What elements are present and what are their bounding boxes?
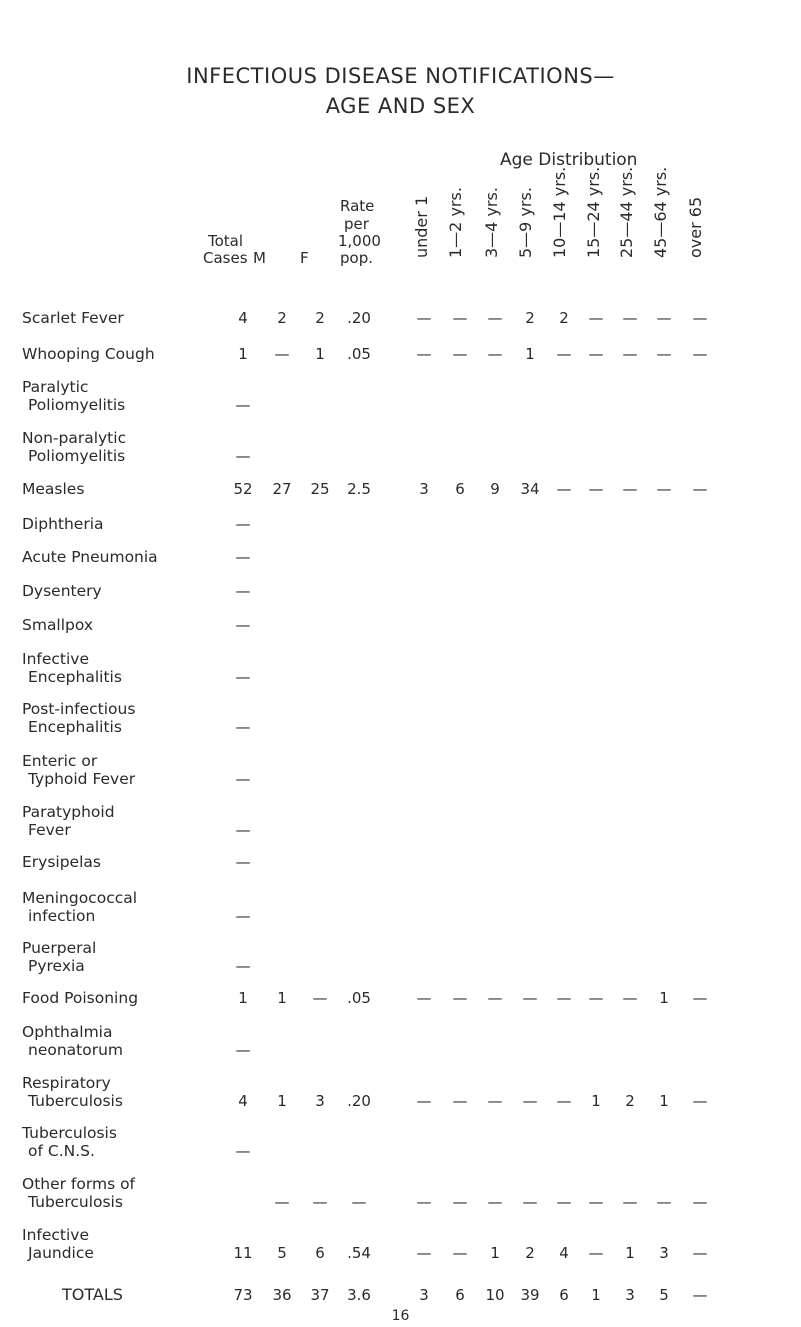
table-cell: 1 bbox=[525, 345, 535, 363]
table-cell: — bbox=[416, 309, 432, 327]
table-cell: 1 bbox=[659, 1092, 669, 1110]
table-cell: — bbox=[692, 345, 708, 363]
disease-label: Acute Pneumonia bbox=[22, 548, 158, 566]
totals-cell: 73 bbox=[233, 1286, 253, 1304]
table-cell: 4 bbox=[559, 1244, 569, 1262]
table-cell: — bbox=[588, 345, 604, 363]
table-cell: — bbox=[622, 989, 638, 1007]
disease-label: Ophthalmia neonatorum bbox=[22, 1023, 124, 1059]
table-cell: 1 bbox=[315, 345, 325, 363]
disease-label: Post-infectious Encephalitis bbox=[22, 700, 136, 736]
age-column-header: over 65 bbox=[686, 196, 705, 258]
totals-cell: 5 bbox=[659, 1286, 669, 1304]
table-cell: 34 bbox=[520, 480, 540, 498]
disease-label: Puerperal Pyrexia bbox=[22, 939, 97, 975]
table-cell: — bbox=[556, 345, 572, 363]
table-cell: — bbox=[622, 480, 638, 498]
table-cell: 52 bbox=[233, 480, 253, 498]
age-column-header: 15—24 yrs. bbox=[584, 166, 603, 258]
disease-label: Paralytic Poliomyelitis bbox=[22, 378, 126, 414]
table-cell: 3 bbox=[419, 480, 429, 498]
page-title-line-2: AGE AND SEX bbox=[325, 94, 476, 118]
page-number: 16 bbox=[391, 1308, 410, 1324]
table-cell: 1 bbox=[277, 989, 287, 1007]
female-header: F bbox=[300, 249, 309, 267]
male-header: M bbox=[253, 249, 266, 267]
table-cell: — bbox=[274, 345, 290, 363]
totals-cell: 37 bbox=[310, 1286, 330, 1304]
rate-header-line-1: Rate bbox=[340, 197, 375, 215]
total-header-line-1: Total bbox=[208, 232, 244, 250]
table-cell: — bbox=[692, 1244, 708, 1262]
table-cell: — bbox=[692, 989, 708, 1007]
table-cell: 2 bbox=[559, 309, 569, 327]
table-cell: — bbox=[351, 1193, 367, 1211]
age-column-header: 25—44 yrs. bbox=[617, 166, 636, 258]
disease-label: Other forms of Tuberculosis bbox=[22, 1175, 136, 1211]
disease-label: Scarlet Fever bbox=[22, 309, 124, 327]
table-cell: — bbox=[235, 853, 251, 871]
table-cell: 1 bbox=[238, 989, 248, 1007]
table-cell: 25 bbox=[310, 480, 330, 498]
table-cell: 4 bbox=[238, 1092, 248, 1110]
table-cell: — bbox=[235, 616, 251, 634]
table-cell: — bbox=[235, 957, 251, 975]
table-cell: — bbox=[692, 1092, 708, 1110]
totals-cell: 6 bbox=[559, 1286, 569, 1304]
table-cell: — bbox=[235, 770, 251, 788]
table-cell: — bbox=[588, 989, 604, 1007]
table-cell: — bbox=[487, 1092, 503, 1110]
disease-label: Respiratory Tuberculosis bbox=[22, 1074, 123, 1110]
table-cell: — bbox=[452, 989, 468, 1007]
table-cell: — bbox=[522, 1092, 538, 1110]
totals-cell: 3.6 bbox=[347, 1286, 371, 1304]
table-cell: — bbox=[556, 1092, 572, 1110]
totals-cell: 1 bbox=[591, 1286, 601, 1304]
table-cell: .20 bbox=[347, 309, 371, 327]
totals-cell: 36 bbox=[272, 1286, 292, 1304]
disease-label: Diphtheria bbox=[22, 515, 104, 533]
table-cell: .05 bbox=[347, 989, 371, 1007]
rate-header-line-2: per bbox=[344, 215, 369, 233]
table-cell: 27 bbox=[272, 480, 292, 498]
table-cell: — bbox=[416, 1193, 432, 1211]
table-cell: 5 bbox=[277, 1244, 287, 1262]
table-cell: 2 bbox=[525, 1244, 535, 1262]
total-header-line-2: Cases bbox=[203, 249, 248, 267]
disease-label: Infective Encephalitis bbox=[22, 650, 122, 686]
table-cell: .20 bbox=[347, 1092, 371, 1110]
table-cell: 9 bbox=[490, 480, 500, 498]
table-cell: — bbox=[588, 309, 604, 327]
rate-header-line-3: 1,000 bbox=[338, 232, 381, 250]
table-cell: 1 bbox=[659, 989, 669, 1007]
age-column-header: 5—9 yrs. bbox=[516, 187, 535, 258]
table-cell: 1 bbox=[625, 1244, 635, 1262]
disease-label: Infective Jaundice bbox=[22, 1226, 94, 1262]
totals-cell: 6 bbox=[455, 1286, 465, 1304]
table-cell: 6 bbox=[455, 480, 465, 498]
table-cell: 1 bbox=[591, 1092, 601, 1110]
table-cell: — bbox=[416, 989, 432, 1007]
age-column-header: 3—4 yrs. bbox=[482, 187, 501, 258]
disease-label: Smallpox bbox=[22, 616, 94, 634]
age-column-header: 1—2 yrs. bbox=[446, 187, 465, 258]
disease-label: Paratyphoid Fever bbox=[22, 803, 115, 839]
table-cell: — bbox=[656, 480, 672, 498]
table-cell: 6 bbox=[315, 1244, 325, 1262]
disease-label: Meningococcal infection bbox=[22, 889, 138, 925]
totals-cell: 3 bbox=[419, 1286, 429, 1304]
age-column-header: 10—14 yrs. bbox=[550, 166, 569, 258]
table-cell: — bbox=[235, 668, 251, 686]
table-cell: 1 bbox=[277, 1092, 287, 1110]
table-cell: — bbox=[588, 1193, 604, 1211]
table-cell: — bbox=[656, 345, 672, 363]
table-cell: — bbox=[487, 345, 503, 363]
table-cell: — bbox=[416, 345, 432, 363]
table-cell: — bbox=[235, 447, 251, 465]
table-cell: — bbox=[588, 1244, 604, 1262]
table-cell: — bbox=[556, 989, 572, 1007]
table-cell: — bbox=[622, 309, 638, 327]
disease-label: Measles bbox=[22, 480, 85, 498]
table-cell: — bbox=[556, 1193, 572, 1211]
totals-label: TOTALS bbox=[62, 1285, 123, 1304]
table-cell: — bbox=[235, 396, 251, 414]
table-cell: — bbox=[452, 309, 468, 327]
disease-label: Erysipelas bbox=[22, 853, 101, 871]
table-cell: 1 bbox=[238, 345, 248, 363]
table-cell: — bbox=[235, 582, 251, 600]
table-cell: — bbox=[235, 1041, 251, 1059]
table-cell: — bbox=[692, 1193, 708, 1211]
table-cell: 3 bbox=[659, 1244, 669, 1262]
table-cell: .05 bbox=[347, 345, 371, 363]
totals-cell: 3 bbox=[625, 1286, 635, 1304]
table-cell: — bbox=[312, 989, 328, 1007]
disease-label: Whooping Cough bbox=[22, 345, 155, 363]
table-cell: .54 bbox=[347, 1244, 371, 1262]
table-cell: — bbox=[487, 989, 503, 1007]
table-cell: — bbox=[235, 548, 251, 566]
table-cell: — bbox=[522, 1193, 538, 1211]
table-cell: — bbox=[452, 1244, 468, 1262]
table-cell: 2 bbox=[525, 309, 535, 327]
disease-label: Enteric or Typhoid Fever bbox=[22, 752, 136, 788]
table-cell: — bbox=[235, 1142, 251, 1160]
table-cell: — bbox=[588, 480, 604, 498]
table-cell: — bbox=[656, 1193, 672, 1211]
table-cell: — bbox=[692, 309, 708, 327]
table-cell: — bbox=[692, 480, 708, 498]
table-cell: 2 bbox=[625, 1092, 635, 1110]
table-cell: — bbox=[235, 718, 251, 736]
table-cell: — bbox=[452, 1193, 468, 1211]
totals-cell: 39 bbox=[520, 1286, 540, 1304]
table-cell: 1 bbox=[490, 1244, 500, 1262]
table-cell: — bbox=[522, 989, 538, 1007]
age-column-header: under 1 bbox=[412, 195, 431, 258]
disease-label: Dysentery bbox=[22, 582, 102, 600]
table-cell: 2.5 bbox=[347, 480, 371, 498]
table-cell: — bbox=[452, 345, 468, 363]
table-cell: — bbox=[487, 1193, 503, 1211]
table-cell: — bbox=[416, 1092, 432, 1110]
table-cell: — bbox=[312, 1193, 328, 1211]
table-cell: 2 bbox=[315, 309, 325, 327]
table-cell: 3 bbox=[315, 1092, 325, 1110]
disease-label: Tuberculosis of C.N.S. bbox=[22, 1124, 117, 1160]
table-cell: — bbox=[487, 309, 503, 327]
disease-label: Non-paralytic Poliomyelitis bbox=[22, 429, 127, 465]
age-distribution-heading: Age Distribution bbox=[500, 150, 638, 170]
table-cell: 11 bbox=[233, 1244, 253, 1262]
rate-header-line-4: pop. bbox=[340, 249, 373, 267]
table-cell: 4 bbox=[238, 309, 248, 327]
table-cell: — bbox=[622, 345, 638, 363]
table-cell: — bbox=[622, 1193, 638, 1211]
table-cell: — bbox=[656, 309, 672, 327]
totals-cell: — bbox=[692, 1286, 708, 1304]
table-cell: — bbox=[235, 907, 251, 925]
table-cell: — bbox=[235, 515, 251, 533]
totals-cell: 10 bbox=[485, 1286, 505, 1304]
disease-label: Food Poisoning bbox=[22, 989, 139, 1007]
table-cell: 2 bbox=[277, 309, 287, 327]
age-column-header: 45—64 yrs. bbox=[651, 166, 670, 258]
table-cell: — bbox=[235, 821, 251, 839]
table-cell: — bbox=[274, 1193, 290, 1211]
page-title-line-1: INFECTIOUS DISEASE NOTIFICATIONS— bbox=[186, 64, 615, 88]
table-cell: — bbox=[452, 1092, 468, 1110]
table-cell: — bbox=[556, 480, 572, 498]
table-cell: — bbox=[416, 1244, 432, 1262]
